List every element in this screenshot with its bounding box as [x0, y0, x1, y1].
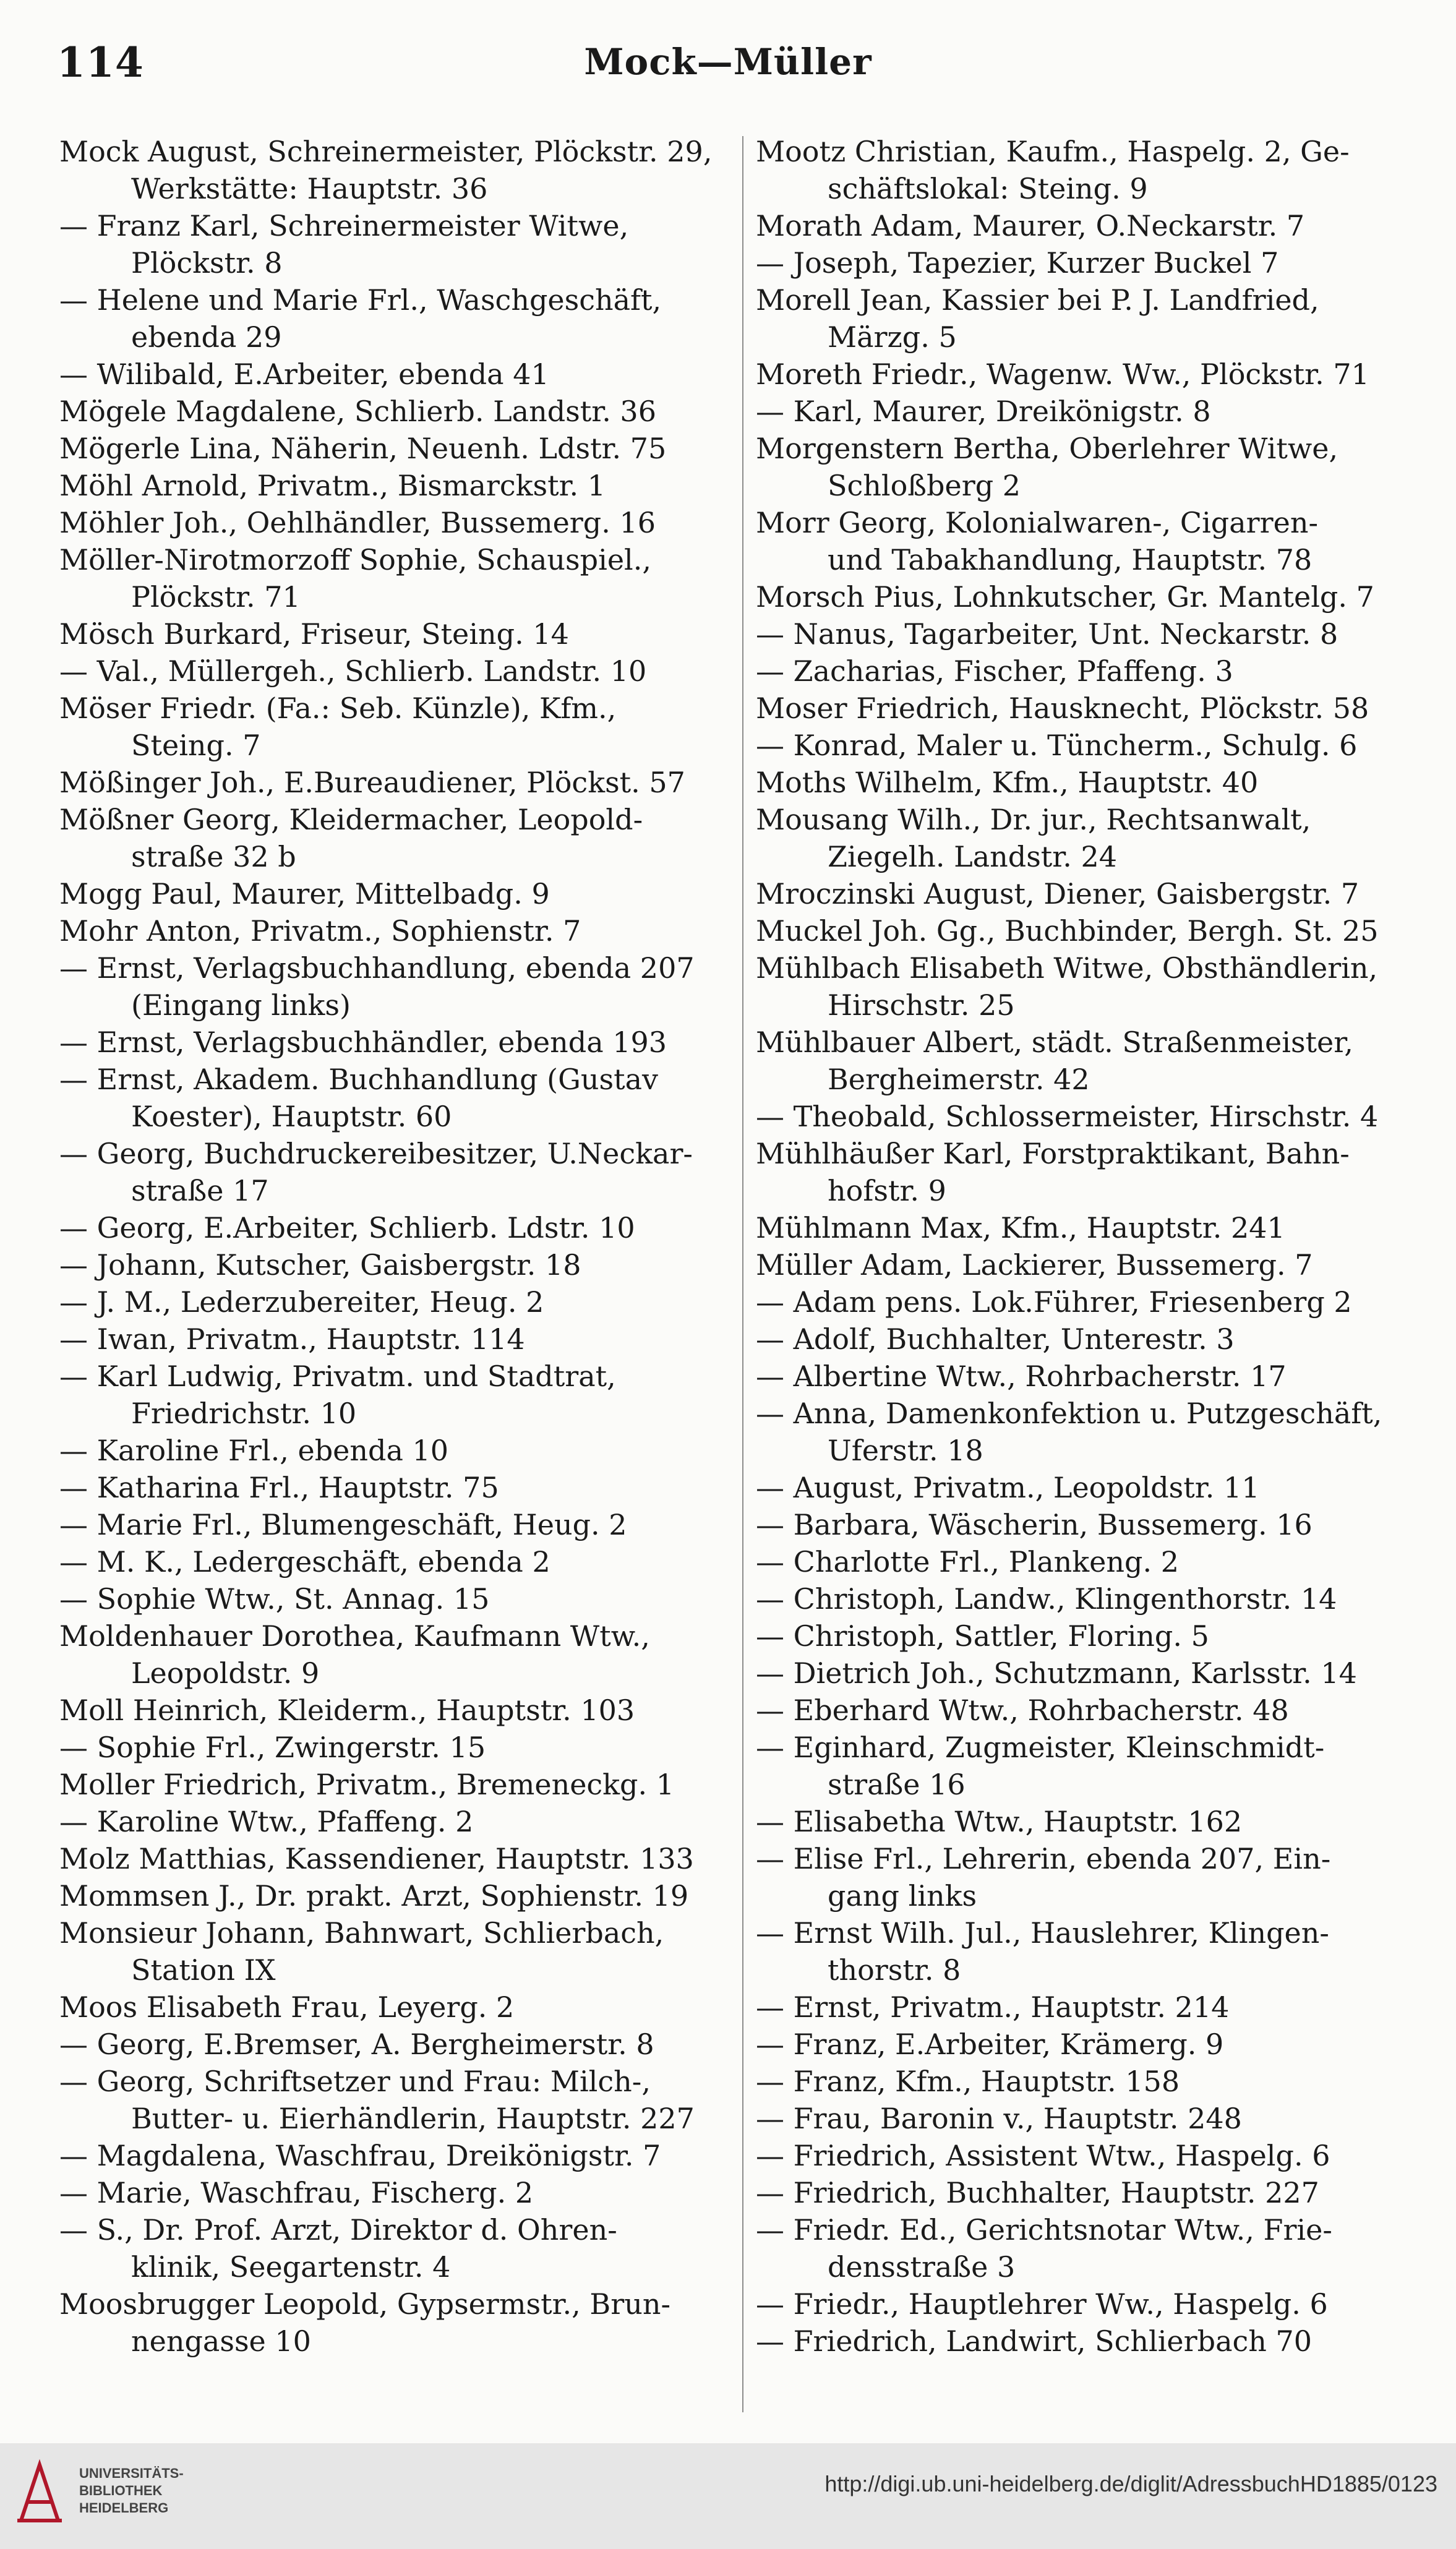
directory-entry [59, 949, 740, 1024]
directory-entry [756, 2063, 1415, 2100]
entry-line: — Elise Frl., Lehrerin, ebenda 207, Ein- [756, 1842, 1331, 1875]
directory-entry [59, 1766, 740, 1803]
entry-line: — Franz, E.Arbeiter, Krämerg. 9 [756, 2028, 1224, 2061]
entry-continuation-line: Hirschstr. 25 [828, 988, 1015, 1022]
entry-continuation-line: hofstr. 9 [828, 1174, 946, 1207]
directory-entry [756, 578, 1415, 615]
entry-line: Mommsen J., Dr. prakt. Arzt, Sophienstr. 19 [59, 1879, 689, 1913]
entry-continuation-line: Friedrichstr. 10 [131, 1397, 357, 1430]
entry-line: Mühlhäußer Karl, Forstpraktikant, Bahn- [756, 1137, 1350, 1170]
entry-continuation-line: (Eingang links) [131, 988, 351, 1022]
directory-entry [59, 653, 740, 690]
entry-line: — Charlotte Frl., Plankeng. 2 [756, 1545, 1179, 1579]
entry-line: Mögele Magdalene, Schlierb. Landstr. 36 [59, 395, 656, 428]
directory-entry [59, 1209, 740, 1246]
entry-line: — Karl Ludwig, Privatm. und Stadtrat, [59, 1360, 616, 1393]
directory-entry [756, 133, 1415, 207]
directory-entry [59, 615, 740, 653]
entry-line: — Sophie Frl., Zwingerstr. 15 [59, 1731, 486, 1764]
entry-line: — M. K., Ledergeschäft, ebenda 2 [59, 1545, 550, 1579]
entry-line: Morath Adam, Maurer, O.Neckarstr. 7 [756, 209, 1305, 242]
entry-line: Morgenstern Bertha, Oberlehrer Witwe, [756, 432, 1338, 465]
library-name-line: BIBLIOTHEK [79, 2483, 163, 2498]
directory-entry [756, 1358, 1415, 1395]
entry-line: Mühlbauer Albert, städt. Straßenmeister, [756, 1026, 1353, 1059]
directory-entry [756, 207, 1415, 244]
entry-continuation-line: Plöckstr. 8 [131, 246, 283, 280]
entry-line: — Joseph, Tapezier, Kurzer Buckel 7 [756, 246, 1279, 280]
entry-line: Muckel Joh. Gg., Buchbinder, Bergh. St. 25 [756, 914, 1379, 948]
entry-line: Morr Georg, Kolonialwaren-, Cigarren- [756, 506, 1319, 539]
directory-entry [59, 2026, 740, 2063]
permalink-url[interactable]: http://digi.ub.uni-heidelberg.de/diglit/AdressbuchHD1885/0123 [824, 2471, 1437, 2496]
directory-entry [59, 1543, 740, 1580]
entry-line: — Helene und Marie Frl., Waschgeschäft, [59, 283, 662, 317]
entry-continuation-line: Steing. 7 [131, 729, 261, 762]
directory-entry [756, 949, 1415, 1024]
directory-entry [756, 1246, 1415, 1283]
directory-entry [756, 2286, 1415, 2323]
directory-entry [59, 1135, 740, 1209]
entry-line: — Friedrich, Buchhalter, Hauptstr. 227 [756, 2176, 1319, 2209]
entry-line: — Georg, E.Arbeiter, Schlierb. Ldstr. 10 [59, 1211, 635, 1245]
directory-entry [756, 1803, 1415, 1840]
entry-continuation-line: Butter- u. Eierhändlerin, Hauptstr. 227 [131, 2102, 695, 2135]
directory-entry [59, 1729, 740, 1766]
directory-entry [756, 690, 1415, 727]
directory-entry [756, 1543, 1415, 1580]
entry-line: Mootz Christian, Kaufm., Haspelg. 2, Ge- [756, 135, 1350, 168]
entry-line: — Nanus, Tagarbeiter, Unt. Neckarstr. 8 [756, 617, 1338, 651]
entry-line: — Katharina Frl., Hauptstr. 75 [59, 1471, 499, 1504]
directory-entry [59, 1803, 740, 1840]
entry-line: Moldenhauer Dorothea, Kaufmann Wtw., [59, 1619, 650, 1653]
entry-line: Morell Jean, Kassier bei P. J. Landfried, [756, 283, 1319, 317]
directory-entry [59, 2286, 740, 2360]
directory-entry [59, 1024, 740, 1061]
library-name [79, 2465, 184, 2517]
directory-entry [59, 504, 740, 541]
directory-entry [756, 1283, 1415, 1321]
directory-entry [59, 467, 740, 504]
entry-line: — Franz Karl, Schreinermeister Witwe, [59, 209, 629, 242]
directory-entry [59, 1246, 740, 1283]
directory-entry [756, 1506, 1415, 1543]
entry-line: — Georg, Schriftsetzer und Frau: Milch-, [59, 2065, 651, 2098]
entry-line: — Adam pens. Lok.Führer, Friesenberg 2 [756, 1285, 1352, 1319]
entry-continuation-line: densstraße 3 [828, 2250, 1016, 2284]
directory-entry [756, 1840, 1415, 1914]
entry-line: — Karoline Wtw., Pfaffeng. 2 [59, 1805, 474, 1838]
directory-entry [59, 1914, 740, 1989]
directory-entry [756, 1617, 1415, 1655]
directory-entry [59, 393, 740, 430]
entry-line: — Sophie Wtw., St. Annag. 15 [59, 1582, 490, 1616]
entry-continuation-line: nengasse 10 [131, 2324, 311, 2358]
directory-entry [59, 1283, 740, 1321]
directory-entry [756, 875, 1415, 912]
running-head: Mock—Müller [584, 41, 872, 83]
entry-continuation-line: und Tabakhandlung, Hauptstr. 78 [828, 543, 1313, 576]
entry-line: Müller Adam, Lackierer, Bussemerg. 7 [756, 1248, 1313, 1282]
directory-entry [756, 1395, 1415, 1469]
entry-continuation-line: schäftslokal: Steing. 9 [828, 172, 1148, 205]
entry-line: — Eginhard, Zugmeister, Kleinschmidt- [756, 1731, 1325, 1764]
entry-continuation-line: Werkstätte: Hauptstr. 36 [131, 172, 488, 205]
entry-line: — Eberhard Wtw., Rohrbacherstr. 48 [756, 1694, 1289, 1727]
directory-entry [756, 430, 1415, 504]
entry-line: — Christoph, Sattler, Floring. 5 [756, 1619, 1209, 1653]
entry-line: Morsch Pius, Lohnkutscher, Gr. Mantelg. 7 [756, 580, 1374, 614]
directory-entry [59, 541, 740, 615]
directory-entry [59, 133, 740, 207]
entry-line: — Zacharias, Fischer, Pfaffeng. 3 [756, 654, 1233, 688]
entry-line: — Theobald, Schlossermeister, Hirschstr. 4 [756, 1100, 1379, 1133]
directory-entry [756, 244, 1415, 281]
entry-continuation-line: Uferstr. 18 [828, 1434, 983, 1467]
directory-entry [59, 1321, 740, 1358]
directory-entry [756, 2174, 1415, 2211]
directory-entry [59, 875, 740, 912]
directory-entry [756, 912, 1415, 949]
entry-line: Moll Heinrich, Kleiderm., Hauptstr. 103 [59, 1694, 635, 1727]
entry-line: — Dietrich Joh., Schutzmann, Karlsstr. 14 [756, 1656, 1357, 1690]
directory-entry [59, 1061, 740, 1135]
directory-entry [756, 1135, 1415, 1209]
entry-line: — August, Privatm., Leopoldstr. 11 [756, 1471, 1260, 1504]
entry-line: Moller Friedrich, Privatm., Bremeneckg. 1 [59, 1768, 675, 1801]
page-number: 114 [57, 38, 144, 87]
entry-line: Möser Friedr. (Fa.: Seb. Künzle), Kfm., [59, 692, 617, 725]
entry-line: — Friedr., Hauptlehrer Ww., Haspelg. 6 [756, 2287, 1328, 2321]
entry-line: — Christoph, Landw., Klingenthorstr. 14 [756, 1582, 1337, 1616]
entry-line: — Ernst, Privatm., Hauptstr. 214 [756, 1990, 1230, 2024]
entry-line: — Adolf, Buchhalter, Unterestr. 3 [756, 1322, 1235, 1356]
entry-line: — Marie, Waschfrau, Fischerg. 2 [59, 2176, 534, 2209]
directory-entry [756, 653, 1415, 690]
directory-entry [756, 801, 1415, 875]
entry-line: — S., Dr. Prof. Arzt, Direktor d. Ohren- [59, 2213, 617, 2247]
entry-line: Moreth Friedr., Wagenw. Ww., Plöckstr. 71 [756, 358, 1369, 391]
entry-line: Mößner Georg, Kleidermacher, Leopold- [59, 803, 643, 836]
left-column [59, 133, 740, 2360]
directory-entry [756, 727, 1415, 764]
university-library-logo-icon [15, 2459, 64, 2527]
entry-line: Moths Wilhelm, Kfm., Hauptstr. 40 [756, 766, 1259, 799]
entry-line: — Ernst Wilh. Jul., Hauslehrer, Klingen- [756, 1916, 1329, 1950]
directory-entry [756, 1692, 1415, 1729]
directory-entry [59, 1617, 740, 1692]
directory-entry [756, 1655, 1415, 1692]
library-name-line: UNIVERSITÄTS- [79, 2465, 184, 2481]
entry-line: — Magdalena, Waschfrau, Dreikönigstr. 7 [59, 2139, 661, 2172]
directory-entry [59, 207, 740, 281]
directory-entry [756, 1989, 1415, 2026]
entry-continuation-line: Koester), Hauptstr. 60 [131, 1100, 452, 1133]
directory-entry [756, 1321, 1415, 1358]
directory-entry [59, 1692, 740, 1729]
directory-entry [59, 1840, 740, 1877]
directory-entry [756, 615, 1415, 653]
entry-line: — Barbara, Wäscherin, Bussemerg. 16 [756, 1508, 1313, 1541]
entry-line: — Friedrich, Assistent Wtw., Haspelg. 6 [756, 2139, 1330, 2172]
entry-line: — Ernst, Akadem. Buchhandlung (Gustav [59, 1063, 658, 1096]
entry-line: — Georg, Buchdruckereibesitzer, U.Neckar- [59, 1137, 693, 1170]
entry-line: Möhl Arnold, Privatm., Bismarckstr. 1 [59, 469, 606, 502]
entry-line: — Albertine Wtw., Rohrbacherstr. 17 [756, 1360, 1287, 1393]
directory-entry [59, 356, 740, 393]
entry-line: Mühlmann Max, Kfm., Hauptstr. 241 [756, 1211, 1285, 1245]
directory-entry [59, 2063, 740, 2137]
entry-line: Mroczinski August, Diener, Gaisbergstr. 7 [756, 877, 1360, 910]
directory-entry [756, 2026, 1415, 2063]
entry-continuation-line: Märzg. 5 [828, 320, 957, 354]
entry-continuation-line: straße 17 [131, 1174, 269, 1207]
entry-line: — Franz, Kfm., Hauptstr. 158 [756, 2065, 1180, 2098]
right-column [756, 133, 1415, 2360]
directory-entry [59, 764, 740, 801]
entry-line: Monsieur Johann, Bahnwart, Schlierbach, [59, 1916, 664, 1950]
entry-line: — Friedrich, Landwirt, Schlierbach 70 [756, 2324, 1313, 2358]
directory-entry [59, 1506, 740, 1543]
entry-line: — Iwan, Privatm., Hauptstr. 114 [59, 1322, 525, 1356]
entry-continuation-line: straße 32 b [131, 840, 296, 873]
directory-entry [756, 1024, 1415, 1098]
directory-entry [59, 690, 740, 764]
directory-entry [59, 1877, 740, 1914]
entry-line: — J. M., Lederzubereiter, Heug. 2 [59, 1285, 544, 1319]
entry-line: Möhler Joh., Oehlhändler, Bussemerg. 16 [59, 506, 656, 539]
directory-entry [756, 393, 1415, 430]
directory-entry [59, 912, 740, 949]
entry-line: Möller-Nirotmorzoff Sophie, Schauspiel., [59, 543, 651, 576]
directory-entry [756, 2100, 1415, 2137]
entry-line: Mögerle Lina, Näherin, Neuenh. Ldstr. 75 [59, 432, 667, 465]
directory-entry [756, 1469, 1415, 1506]
directory-entry [756, 764, 1415, 801]
directory-entry [756, 1580, 1415, 1617]
directory-entry [756, 504, 1415, 578]
directory-entry [756, 2211, 1415, 2286]
entry-continuation-line: klinik, Seegartenstr. 4 [131, 2250, 451, 2284]
entry-line: — Ernst, Verlagsbuchhändler, ebenda 193 [59, 1026, 667, 1059]
entry-continuation-line: thorstr. 8 [828, 1953, 961, 1987]
entry-line: Mogg Paul, Maurer, Mittelbadg. 9 [59, 877, 550, 910]
entry-line: — Anna, Damenkonfektion u. Putzgeschäft, [756, 1397, 1382, 1430]
directory-entry [59, 801, 740, 875]
entry-line: — Friedr. Ed., Gerichtsnotar Wtw., Frie- [756, 2213, 1332, 2247]
entry-line: — Johann, Kutscher, Gaisbergstr. 18 [59, 1248, 581, 1282]
entry-line: Moosbrugger Leopold, Gypsermstr., Brun- [59, 2287, 670, 2321]
entry-continuation-line: Ziegelh. Landstr. 24 [828, 840, 1117, 873]
directory-entry [59, 1432, 740, 1469]
directory-entry [756, 2137, 1415, 2174]
directory-entry [59, 2174, 740, 2211]
directory-entry [756, 1209, 1415, 1246]
library-name-line: HEIDELBERG [79, 2500, 169, 2516]
entry-line: Molz Matthias, Kassendiener, Hauptstr. 133 [59, 1842, 694, 1875]
entry-continuation-line: gang links [828, 1879, 977, 1913]
entry-line: — Georg, E.Bremser, A. Bergheimerstr. 8 [59, 2028, 654, 2061]
entry-continuation-line: Leopoldstr. 9 [131, 1656, 320, 1690]
entry-line: Moos Elisabeth Frau, Leyerg. 2 [59, 1990, 515, 2024]
directory-entry [59, 430, 740, 467]
entry-line: Mühlbach Elisabeth Witwe, Obsthändlerin, [756, 951, 1378, 985]
entry-line: Mock August, Schreinermeister, Plöckstr. 29, [59, 135, 713, 168]
directory-entry [756, 1729, 1415, 1803]
entry-line: — Karl, Maurer, Dreikönigstr. 8 [756, 395, 1211, 428]
entry-continuation-line: ebenda 29 [131, 320, 282, 354]
directory-entry [59, 281, 740, 356]
column-divider [742, 136, 743, 2412]
directory-entry [756, 281, 1415, 356]
entry-line: Moser Friedrich, Hausknecht, Plöckstr. 58 [756, 692, 1369, 725]
directory-entry [59, 1358, 740, 1432]
directory-entry [756, 1098, 1415, 1135]
entry-continuation-line: Schloßberg 2 [828, 469, 1021, 502]
entry-continuation-line: straße 16 [828, 1768, 966, 1801]
directory-entry [756, 2323, 1415, 2360]
entry-line: — Konrad, Maler u. Tüncherm., Schulg. 6 [756, 729, 1358, 762]
entry-line: Mohr Anton, Privatm., Sophienstr. 7 [59, 914, 581, 948]
directory-entry [59, 1469, 740, 1506]
directory-entry [59, 1580, 740, 1617]
entry-continuation-line: Bergheimerstr. 42 [828, 1063, 1090, 1096]
directory-entry [59, 2137, 740, 2174]
directory-entry [756, 356, 1415, 393]
entry-line: — Ernst, Verlagsbuchhandlung, ebenda 207 [59, 951, 695, 985]
entry-line: Mousang Wilh., Dr. jur., Rechtsanwalt, [756, 803, 1311, 836]
entry-line: — Frau, Baronin v., Hauptstr. 248 [756, 2102, 1242, 2135]
directory-entry [59, 2211, 740, 2286]
entry-line: Mößinger Joh., E.Bureaudiener, Plöckst. 57 [59, 766, 685, 799]
directory-entry [59, 1989, 740, 2026]
entry-line: — Elisabetha Wtw., Hauptstr. 162 [756, 1805, 1243, 1838]
entry-line: Mösch Burkard, Friseur, Steing. 14 [59, 617, 569, 651]
directory-entry [756, 1914, 1415, 1989]
entry-continuation-line: Plöckstr. 71 [131, 580, 301, 614]
entry-line: — Marie Frl., Blumengeschäft, Heug. 2 [59, 1508, 627, 1541]
entry-line: — Val., Müllergeh., Schlierb. Landstr. 10 [59, 654, 647, 688]
entry-continuation-line: Station IX [131, 1953, 276, 1987]
entry-line: — Wilibald, E.Arbeiter, ebenda 41 [59, 358, 549, 391]
entry-line: — Karoline Frl., ebenda 10 [59, 1434, 449, 1467]
